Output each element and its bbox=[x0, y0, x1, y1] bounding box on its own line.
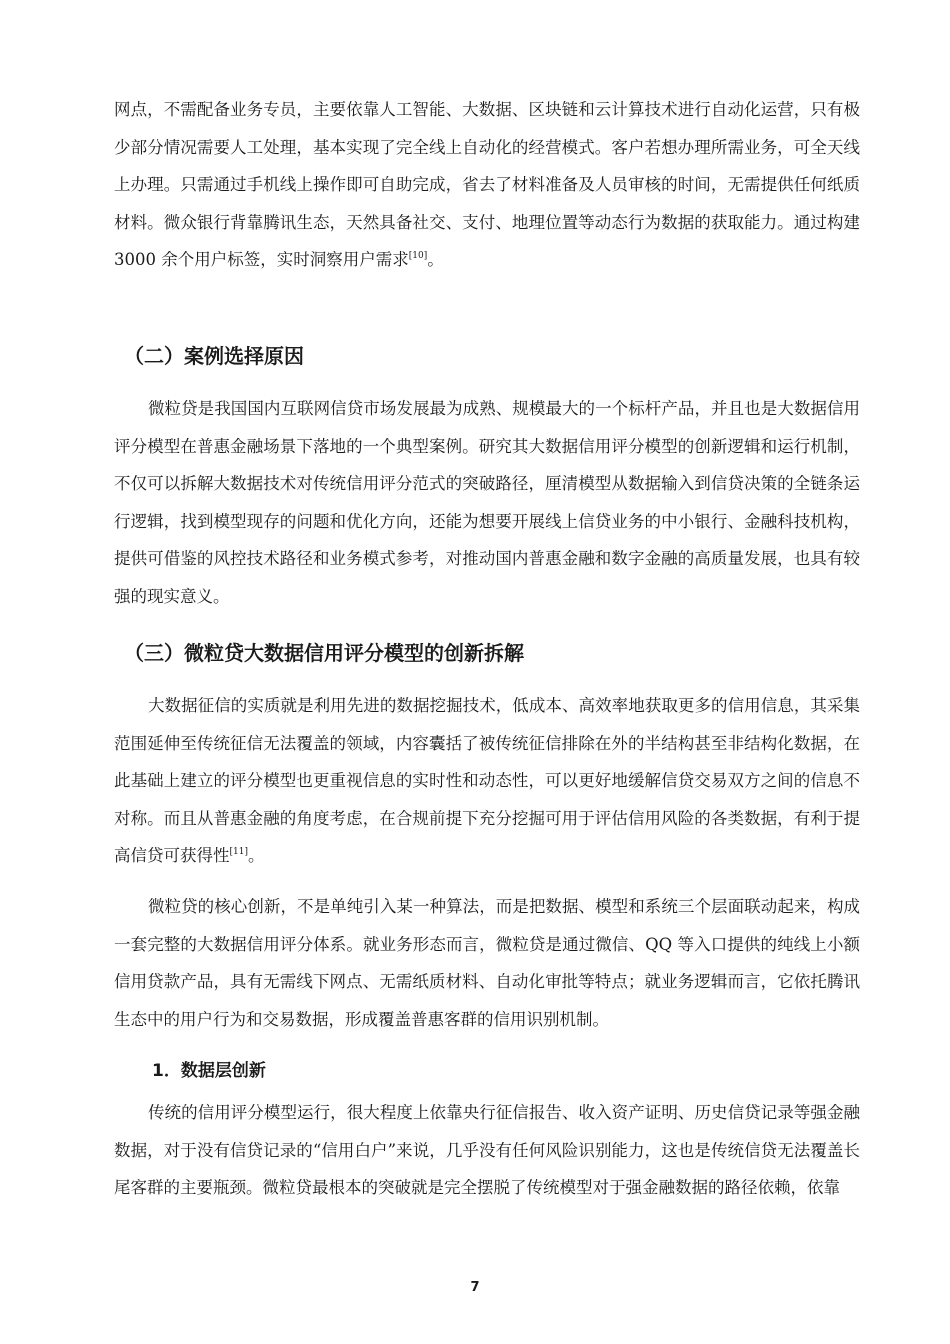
paragraph-tail: 。 bbox=[247, 846, 265, 866]
paragraph-traditional-model: 传统的信用评分模型运行，很大程度上依靠央行征信报告、收入资产证明、历史信贷记录等强金融数据，对于没有信贷记录的“信用白户”来说，几乎没有任何风险识别能力，这也是传统信贷无法覆盖长尾客群的主要瓶颈。微粒贷最根本的突破就是完全摆脱了传统模型对于强金融数据的路径依赖，依靠 bbox=[114, 1103, 860, 1198]
paragraph-tail: 。 bbox=[427, 250, 444, 270]
paragraph-text: 大数据征信的实质就是利用先进的数据挖掘技术，低成本、高效率地获取更多的信用信息，其采集范围延伸至传统征信无法覆盖的领域，内容囊括了被传统征信排除在外的半结构甚至非结构化数据，在此基础上建立的评分模型也更重视信息的实时性和动态性，可以更好地缓解信贷交易双方之间的信息不对称。而且从普惠金融的角度考虑，在合规前提下充分挖掘可用于评估信用风险的各类数据，有利于提高信贷可获得性 bbox=[114, 696, 860, 866]
section-heading-case-selection: （二）案例选择原因 bbox=[124, 344, 304, 368]
citation-ref: [11] bbox=[229, 847, 248, 858]
section-heading-innovation: （三）微粒贷大数据信用评分模型的创新拆解 bbox=[124, 641, 524, 665]
paragraph-core-innovation: 微粒贷的核心创新，不是单纯引入某一种算法，而是把数据、模型和系统三个层面联动起来，构成一套完整的大数据信用评分体系。就业务形态而言，微粒贷是通过微信、QQ 等入口提供的纯线上小额信用贷款产品，具有无需线下网点、无需纸质材料、自动化审批等特点；就业务逻辑而言，它依托腾讯生态中的用户行为和交易数据，形成覆盖普惠客群的信用识别机制。 bbox=[114, 897, 860, 1029]
paragraph-text: 网点，不需配备业务专员，主要依靠人工智能、大数据、区块链和云计算技术进行自动化运营，只有极少部分情况需要人工处理，基本实现了完全线上自动化的经营模式。客户若想办理所需业务，可全天线上办理。只需通过手机线上操作即可自助完成，省去了材料准备及人员审核的时间，无需提供任何纸质材料。微众银行背靠腾讯生态，天然具备社交、支付、地理位置等动态行为数据的获取能力。通过构建 3000 余个用户标签，实时洞察用户需求 bbox=[114, 100, 860, 270]
paragraph-case-selection: 微粒贷是我国国内互联网信贷市场发展最为成熟、规模最大的一个标杆产品，并且也是大数据信用评分模型在普惠金融场景下落地的一个典型案例。研究其大数据信用评分模型的创新逻辑和运行机制，不仅可以拆解大数据技术对传统信用评分范式的突破路径，厘清模型从数据输入到信贷决策的全链条运行逻辑，找到模型现存的问题和优化方向，还能为想要开展线上信贷业务的中小银行、金融科技机构，提供可借鉴的风控技术路径和业务模式参考，对推动国内普惠金融和数字金融的高质量发展，也具有较强的现实意义。 bbox=[114, 399, 860, 606]
paragraph-weizhong-bank-intro bbox=[114, 91, 860, 279]
subsection-heading-data-layer: 1．数据层创新 bbox=[152, 1061, 266, 1081]
page-number: 7 bbox=[470, 1280, 480, 1295]
citation-ref: [10] bbox=[408, 251, 428, 262]
paragraph-big-data-credit bbox=[114, 687, 860, 875]
